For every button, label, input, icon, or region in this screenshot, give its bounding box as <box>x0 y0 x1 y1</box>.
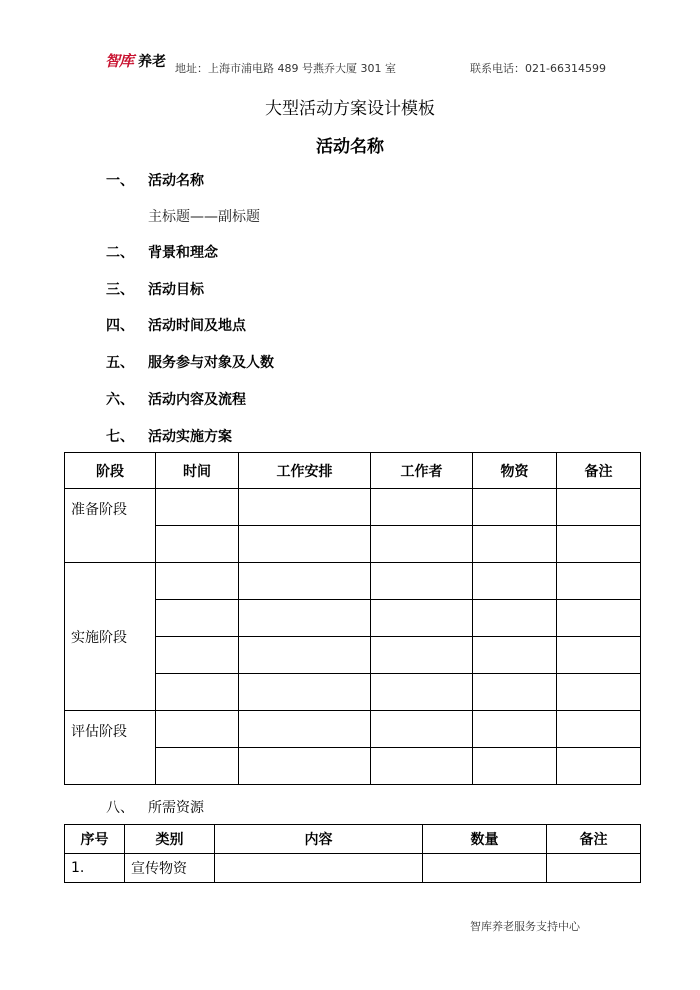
logo-text: 养老 <box>138 54 166 70</box>
resource-table-header <box>65 825 641 854</box>
table-cell <box>156 711 239 748</box>
logo-mark: 智库 <box>105 52 134 70</box>
table-cell <box>371 748 473 785</box>
plan-header-worker: 工作者 <box>371 453 473 489</box>
logo <box>105 50 175 72</box>
resource-header-note: 备注 <box>547 825 641 854</box>
table-cell <box>239 674 371 711</box>
resource-cell-note <box>547 854 641 883</box>
stage-evaluate: 评估阶段 <box>65 711 156 785</box>
table-cell <box>371 563 473 600</box>
table-row <box>65 711 641 748</box>
table-cell <box>473 600 557 637</box>
resource-cell-content <box>215 854 423 883</box>
resource-header-content: 内容 <box>215 825 423 854</box>
table-cell <box>371 711 473 748</box>
resource-cell-quantity <box>423 854 547 883</box>
table-cell <box>371 600 473 637</box>
table-cell <box>239 563 371 600</box>
table-cell <box>239 526 371 563</box>
table-cell <box>557 637 641 674</box>
section-2-label: 背景和理念 <box>148 245 218 261</box>
resource-header-index: 序号 <box>65 825 125 854</box>
section-5-label: 服务参与对象及人数 <box>148 355 274 371</box>
section-8-number: 八、 <box>106 800 134 816</box>
table-cell <box>156 674 239 711</box>
table-cell <box>557 711 641 748</box>
table-cell <box>156 563 239 600</box>
section-5-number: 五、 <box>106 355 134 371</box>
section-3-number: 三、 <box>106 282 134 298</box>
table-cell <box>239 489 371 526</box>
section-1-subtitle: 主标题——副标题 <box>148 209 260 225</box>
table-cell <box>557 563 641 600</box>
stage-implement: 实施阶段 <box>65 563 156 711</box>
section-8-label: 所需资源 <box>148 800 204 816</box>
plan-table <box>64 452 641 785</box>
table-cell <box>557 526 641 563</box>
resource-table <box>64 824 641 883</box>
section-7-label: 活动实施方案 <box>148 429 232 445</box>
table-cell <box>473 674 557 711</box>
table-cell <box>473 489 557 526</box>
plan-header-stage: 阶段 <box>65 453 156 489</box>
table-cell <box>473 637 557 674</box>
table-row <box>65 489 641 526</box>
table-cell <box>156 600 239 637</box>
section-1-label: 活动名称 <box>148 173 204 189</box>
header-address: 地址：上海市浦电路 489 号燕乔大厦 301 室 <box>175 62 396 75</box>
table-cell <box>473 526 557 563</box>
table-cell <box>239 637 371 674</box>
table-cell <box>371 637 473 674</box>
table-cell <box>239 748 371 785</box>
table-cell <box>239 600 371 637</box>
table-cell <box>156 637 239 674</box>
plan-header-material: 物资 <box>473 453 557 489</box>
section-6-label: 活动内容及流程 <box>148 392 246 408</box>
plan-table-header <box>65 453 641 489</box>
table-cell <box>557 674 641 711</box>
table-cell <box>156 748 239 785</box>
table-cell <box>473 748 557 785</box>
table-cell <box>557 489 641 526</box>
document-title: 大型活动方案设计模板 <box>265 99 435 119</box>
section-3-label: 活动目标 <box>148 282 204 298</box>
section-4-label: 活动时间及地点 <box>148 318 246 334</box>
table-cell <box>371 526 473 563</box>
table-cell <box>473 563 557 600</box>
table-cell <box>557 600 641 637</box>
header-phone: 联系电话：021-66314599 <box>470 62 606 75</box>
table-cell <box>156 526 239 563</box>
table-cell <box>473 711 557 748</box>
section-6-number: 六、 <box>106 392 134 408</box>
section-7-number: 七、 <box>106 429 134 445</box>
resource-cell-index: 1. <box>65 854 125 883</box>
resource-cell-category: 宣传物资 <box>125 854 215 883</box>
table-cell <box>239 711 371 748</box>
plan-header-work: 工作安排 <box>239 453 371 489</box>
resource-header-quantity: 数量 <box>423 825 547 854</box>
table-cell <box>371 489 473 526</box>
footer-organization: 智库养老服务支持中心 <box>470 920 580 933</box>
plan-header-note: 备注 <box>557 453 641 489</box>
section-4-number: 四、 <box>106 318 134 334</box>
plan-header-time: 时间 <box>156 453 239 489</box>
table-cell <box>557 748 641 785</box>
table-cell <box>156 489 239 526</box>
stage-prepare: 准备阶段 <box>65 489 156 563</box>
table-row <box>65 563 641 600</box>
section-2-number: 二、 <box>106 245 134 261</box>
resource-header-category: 类别 <box>125 825 215 854</box>
section-1-number: 一、 <box>106 173 134 189</box>
table-row <box>65 854 641 883</box>
table-cell <box>371 674 473 711</box>
document-subtitle: 活动名称 <box>316 137 384 157</box>
